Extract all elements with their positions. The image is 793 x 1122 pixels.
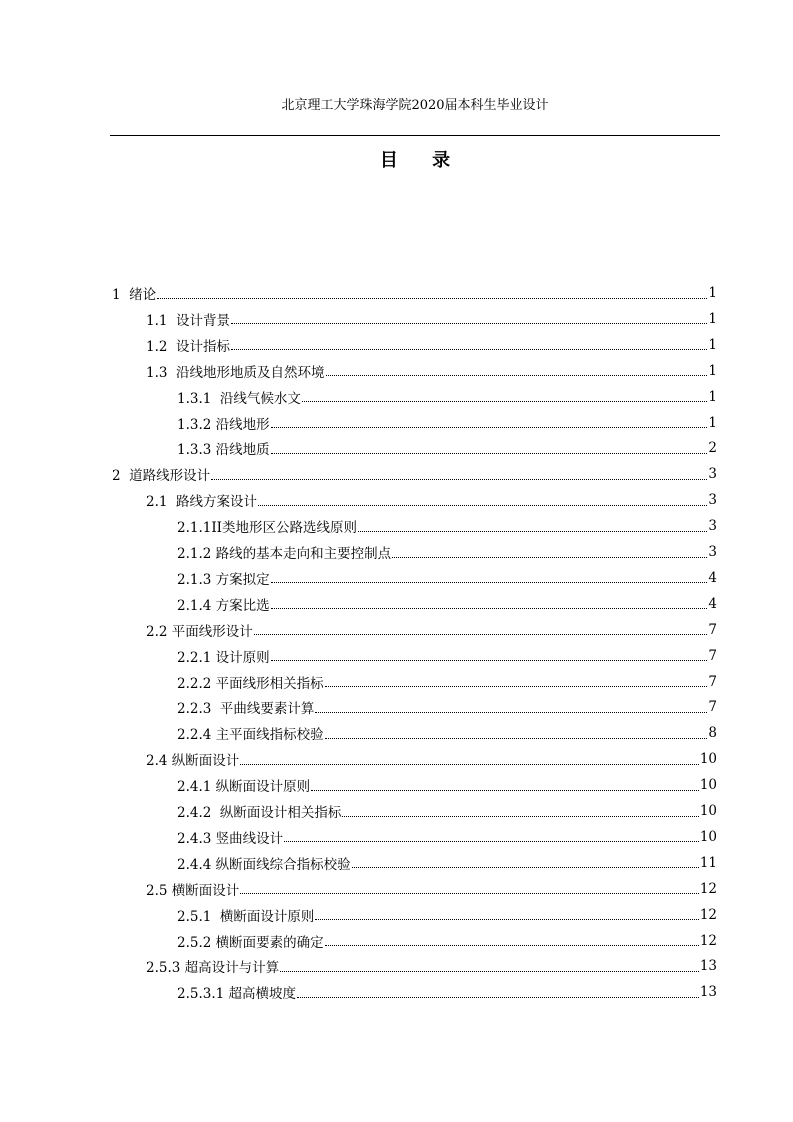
toc-entry-label: 2.5 横断面设计 [146, 882, 240, 899]
toc-dot-leader [258, 505, 707, 506]
toc-entry-page: 3 [708, 466, 717, 483]
toc-entry-label: 2.5.3.1 超高横坡度 [177, 986, 297, 1003]
toc-entry-label: 1.3 沿线地形地质及自然环境 [146, 364, 325, 381]
toc-entry-label: 2.4.4 纵断面线综合指标校验 [177, 856, 351, 873]
toc-entry-page: 3 [708, 544, 717, 560]
toc-entry-label: 1 绪论 [112, 287, 157, 303]
toc-entry[interactable] [177, 930, 717, 952]
toc-entry-label: 2.4.2 纵断面设计相关指标 [177, 805, 342, 821]
toc-entry-label: 2.2.4 主平面线指标校验 [177, 727, 324, 744]
toc-dot-leader [302, 401, 707, 402]
toc-entry-label: 1.1 设计背景 [146, 312, 231, 329]
toc-entry[interactable] [146, 308, 717, 330]
toc-entry[interactable] [177, 412, 717, 434]
toc-entry-page: 10 [699, 777, 717, 794]
toc-dot-leader [297, 997, 699, 998]
toc-entry[interactable] [177, 826, 717, 848]
toc-entry-page: 12 [699, 880, 717, 897]
toc-entry[interactable] [177, 904, 717, 926]
toc-entry-page: 10 [699, 751, 717, 768]
toc-dot-leader [271, 453, 708, 454]
toc-entry-label: 2.5.1 横断面设计原则 [177, 908, 315, 925]
toc-entry-page: 10 [699, 803, 717, 819]
toc-dot-leader [352, 867, 699, 868]
toc-dot-leader [280, 971, 699, 972]
toc-entry[interactable] [112, 282, 717, 304]
toc-entry[interactable] [146, 334, 717, 356]
toc-entry-label: 2.5.2 横断面要素的确定 [177, 934, 324, 951]
toc-dot-leader [315, 712, 707, 713]
toc-entry-page: 1 [708, 336, 717, 353]
toc-entry-page: 1 [708, 414, 717, 431]
toc-entry[interactable] [177, 593, 717, 615]
toc-entry-label: 2.1.1II类地形区公路选线原则 [177, 520, 358, 537]
toc-dot-leader [211, 479, 707, 480]
toc-entry-label: 1.3.1 沿线气候水文 [177, 390, 301, 407]
toc-entry[interactable] [177, 541, 717, 563]
toc-entry[interactable] [177, 671, 717, 693]
toc-dot-leader [325, 738, 708, 739]
toc-entry[interactable] [177, 774, 717, 796]
toc-entry-page: 1 [708, 388, 717, 405]
toc-dot-leader [326, 375, 708, 376]
toc-entry-page: 1 [708, 310, 717, 327]
toc-entry-label: 1.3.2 沿线地形 [177, 416, 270, 433]
toc-dot-leader [271, 582, 708, 583]
page-header: 北京理工大学珠海学院2020届本科生毕业设计 [281, 98, 549, 113]
toc-entry[interactable] [146, 489, 717, 511]
toc-dot-leader [325, 945, 699, 946]
toc-entry-page: 1 [708, 362, 717, 379]
toc-entry[interactable] [177, 800, 717, 822]
toc-dot-leader [254, 634, 708, 635]
toc-entry[interactable] [177, 386, 717, 408]
toc-entry-page: 7 [708, 673, 717, 690]
toc-dot-leader [315, 919, 698, 920]
toc-entry-label: 2.1.4 方案比选 [177, 597, 270, 614]
toc-entry-page: 7 [708, 647, 717, 664]
toc-entry-page: 13 [699, 958, 717, 975]
toc-entry-page: 12 [699, 932, 717, 949]
header-rule [110, 135, 720, 136]
toc-entry[interactable] [146, 748, 717, 770]
toc-entry-label: 2.4.3 竖曲线设计 [177, 830, 284, 847]
toc-entry-label: 1.2 设计指标 [146, 338, 231, 355]
toc-entry-page: 1 [708, 285, 717, 301]
toc-dot-leader [231, 323, 707, 324]
toc-dot-leader [157, 298, 707, 299]
toc-entry-page: 4 [708, 569, 717, 586]
toc-entry[interactable] [177, 722, 717, 744]
toc-dot-leader [231, 349, 707, 350]
toc-dot-leader [284, 841, 699, 842]
toc-dot-leader [325, 686, 708, 687]
toc-entry-page: 2 [708, 440, 717, 457]
toc-entry-label: 2 道路线形设计 [112, 468, 211, 485]
toc-entry-label: 2.2 平面线形设计 [146, 623, 253, 640]
toc-entry-label: 2.1.3 方案拟定 [177, 571, 270, 588]
toc-entry[interactable] [146, 360, 717, 382]
toc-entry[interactable] [177, 567, 717, 589]
toc-dot-leader [240, 893, 699, 894]
toc-entry-page: 8 [708, 725, 717, 742]
toc-entry[interactable] [177, 437, 717, 459]
toc-entry[interactable] [146, 878, 717, 900]
toc-entry-label: 2.1.2 路线的基本走向和主要控制点 [177, 546, 392, 562]
toc-entry[interactable] [146, 955, 717, 977]
toc-entry-page: 3 [708, 492, 717, 509]
toc-entry[interactable] [146, 619, 717, 641]
toc-dot-leader [271, 608, 708, 609]
toc-entry[interactable] [112, 463, 717, 485]
toc-entry-page: 11 [699, 854, 717, 871]
toc-entry-label: 2.2.1 设计原则 [177, 649, 270, 666]
toc-entry-page: 3 [708, 518, 717, 535]
toc-dot-leader [342, 816, 698, 817]
toc-entry[interactable] [177, 696, 717, 718]
toc-entry-label: 2.4 纵断面设计 [146, 753, 240, 770]
toc-title: 目 录 [379, 150, 465, 171]
toc-dot-leader [358, 531, 707, 532]
toc-entry[interactable] [177, 981, 717, 1003]
toc-entry-label: 1.3.3 沿线地质 [177, 442, 270, 459]
toc-entry-page: 7 [708, 621, 717, 638]
toc-entry-label: 2.4.1 纵断面设计原则 [177, 779, 311, 796]
toc-entry[interactable] [177, 645, 717, 667]
toc-dot-leader [240, 764, 699, 765]
toc-entry-page: 12 [699, 906, 717, 923]
toc-entry-page: 7 [708, 699, 717, 716]
toc-entry-page: 13 [699, 984, 717, 1001]
toc-entry[interactable] [177, 515, 717, 537]
toc-dot-leader [311, 790, 699, 791]
toc-entry-label: 2.2.2 平面线形相关指标 [177, 675, 324, 692]
toc-entry-label: 2.1 路线方案设计 [146, 494, 258, 511]
toc-entry-page: 10 [699, 828, 717, 845]
toc-dot-leader [392, 557, 707, 558]
toc-entry-page: 4 [708, 595, 717, 612]
toc-dot-leader [271, 427, 708, 428]
toc-entry-label: 2.5.3 超高设计与计算 [146, 960, 280, 977]
toc-entry-label: 2.2.3 平曲线要素计算 [177, 701, 315, 718]
toc-dot-leader [271, 660, 708, 661]
toc-entry[interactable] [177, 852, 717, 874]
